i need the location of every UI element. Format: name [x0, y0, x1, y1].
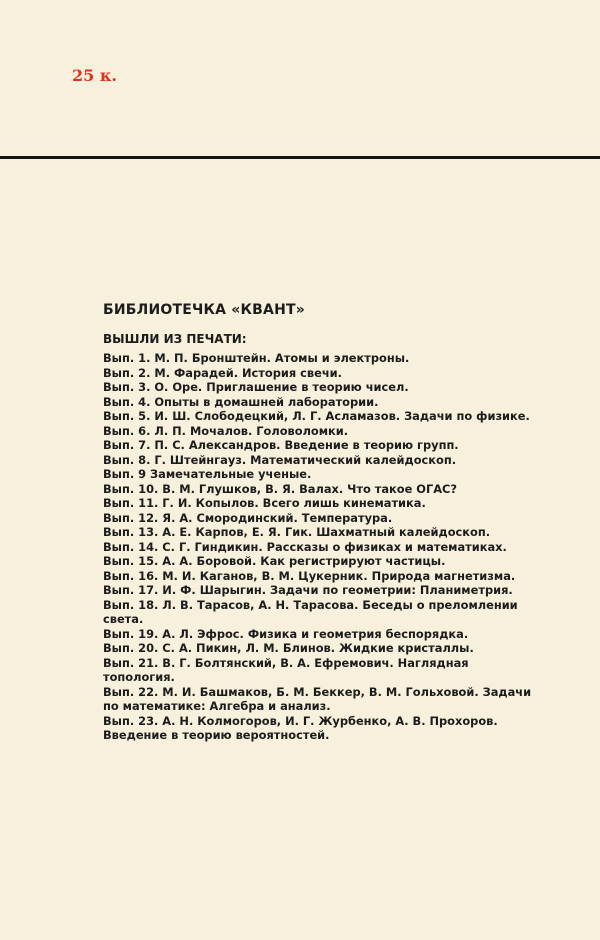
issue-title: Г. Штейнгауз. Математический калейдоскоп.: [154, 452, 457, 467]
list-item: [103, 380, 533, 395]
horizontal-rule: [0, 156, 600, 159]
issue-title: М. И. Каганов, В. М. Цукерник. Природа магнетизма.: [162, 568, 516, 583]
issue-title: О. Оре. Приглашение в теорию чисел.: [154, 380, 409, 394]
list-item: [103, 366, 533, 381]
issue-title: А. Л. Эфрос. Физика и геометрия беспорядка.: [162, 626, 469, 641]
list-item: [103, 656, 533, 685]
list-item: [103, 482, 533, 497]
issue-number: Вып. 18.: [103, 597, 159, 612]
list-item: [103, 438, 533, 453]
list-item: [103, 467, 533, 482]
issue-number: Вып. 3.: [103, 380, 151, 394]
list-item: [103, 424, 533, 439]
issue-title: Я. А. Смородинский. Температура.: [162, 510, 393, 525]
issue-title: И. Ш. Слободецкий, Л. Г. Асламазов. Задачи по физике.: [154, 409, 530, 423]
issue-title: С. А. Пикин, Л. М. Блинов. Жидкие кристаллы.: [162, 641, 474, 655]
issue-title: Опыты в домашней лаборатории.: [154, 394, 379, 409]
list-item: [103, 569, 533, 584]
issue-number: Вып. 7.: [103, 438, 151, 452]
issue-number: Вып. 13.: [103, 525, 159, 539]
list-item: [103, 540, 533, 555]
issue-number: Вып. 20.: [103, 641, 159, 655]
list-item: [103, 496, 533, 511]
issue-number: Вып. 16.: [103, 568, 159, 583]
issue-number: Вып. 2.: [103, 365, 151, 380]
issue-number: Вып. 17.: [103, 583, 159, 597]
issue-number: Вып. 9: [103, 467, 147, 481]
issue-number: Вып. 11.: [103, 496, 159, 510]
series-title: БИБЛИОТЕЧКА «КВАНТ»: [103, 302, 305, 318]
issue-title: А. Е. Карпов, Е. Я. Гик. Шахматный калейдоскоп.: [162, 525, 491, 539]
issue-title: С. Г. Гиндикин. Рассказы о физиках и математиках.: [162, 539, 507, 554]
issue-number: Вып. 23.: [103, 713, 159, 728]
list-item: [103, 525, 533, 540]
issue-title: Л. В. Тарасов, А. Н. Тарасова. Беседы о преломлении света.: [103, 597, 518, 626]
issue-list: [103, 351, 533, 743]
issue-number: Вып. 1.: [103, 351, 151, 365]
issue-title: И. Ф. Шарыгин. Задачи по геометрии: Планиметрия.: [162, 583, 513, 597]
price-label: 25 к.: [72, 66, 117, 85]
list-item: [103, 554, 533, 569]
published-subheading: ВЫШЛИ ИЗ ПЕЧАТИ:: [103, 332, 247, 346]
issue-number: Вып. 15.: [103, 554, 159, 568]
list-item: [103, 395, 533, 410]
issue-title: Замечательные ученые.: [150, 467, 312, 481]
list-item: [103, 685, 533, 714]
issue-title: М. И. Башмаков, Б. М. Беккер, В. М. Гольховой. Задачи по математике: Алгебра и анализ.: [103, 684, 532, 713]
list-item: [103, 351, 533, 366]
list-item: [103, 453, 533, 468]
list-item: [103, 409, 533, 424]
issue-number: Вып. 6.: [103, 423, 151, 438]
issue-title: Г. И. Копылов. Всего лишь кинематика.: [162, 496, 426, 510]
list-item: [103, 583, 533, 598]
issue-number: Вып. 8.: [103, 452, 151, 467]
issue-number: Вып. 19.: [103, 626, 159, 641]
list-item: [103, 641, 533, 656]
list-item: [103, 511, 533, 526]
issue-title: А. Н. Колмогоров, И. Г. Журбенко, А. В. Прохоров. Введение в теорию вероятностей.: [103, 713, 498, 742]
issue-title: П. С. Александров. Введение в теорию групп.: [154, 438, 459, 452]
list-item: [103, 714, 533, 743]
list-item: [103, 598, 533, 627]
issue-number: Вып. 22.: [103, 684, 159, 699]
issue-number: Вып. 21.: [103, 655, 159, 670]
issue-title: А. А. Боровой. Как регистрируют частицы.: [162, 554, 446, 568]
issue-title: В. Г. Болтянский, В. А. Ефремович. Наглядная топология.: [103, 655, 469, 684]
issue-number: Вып. 10.: [103, 481, 159, 496]
issue-title: М. П. Бронштейн. Атомы и электроны.: [154, 351, 410, 365]
issue-number: Вып. 12.: [103, 510, 159, 525]
issue-title: М. Фарадей. История свечи.: [154, 365, 342, 380]
issue-number: Вып. 5.: [103, 409, 151, 423]
issue-number: Вып. 14.: [103, 539, 159, 554]
issue-title: В. М. Глушков, В. Я. Валах. Что такое ОГАС?: [162, 481, 458, 496]
list-item: [103, 627, 533, 642]
issue-number: Вып. 4.: [103, 394, 151, 409]
issue-title: Л. П. Мочалов. Головоломки.: [154, 423, 349, 438]
